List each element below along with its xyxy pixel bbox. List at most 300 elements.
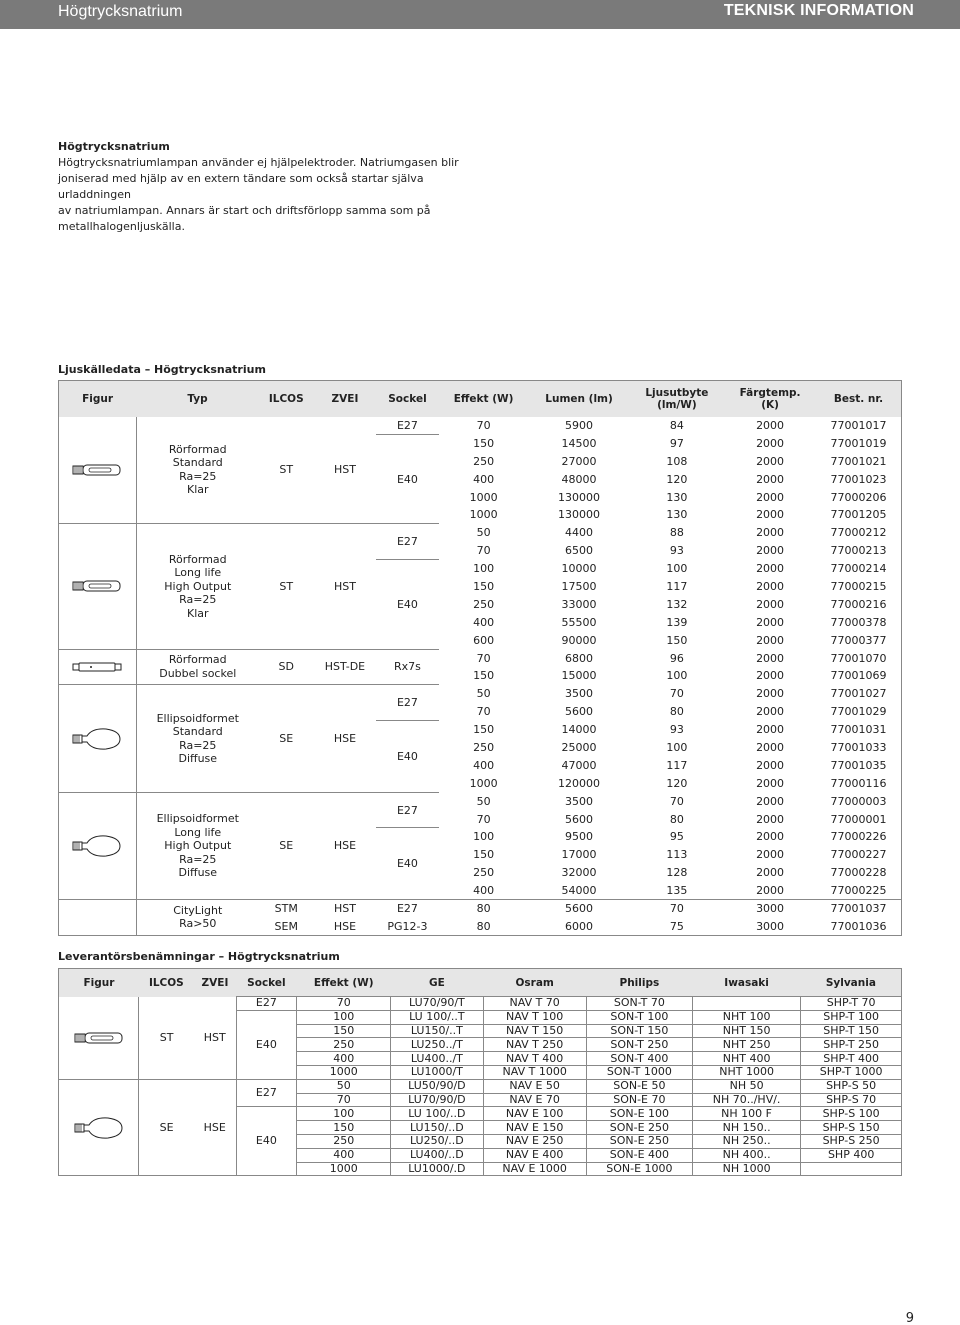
sylvania-name: SHP-T 400 [801, 1052, 902, 1066]
header-iwasaki: Iwasaki [724, 976, 769, 989]
wattage: 70 [297, 1093, 391, 1107]
lamp-type-line: Klar [186, 483, 209, 497]
intro-line: joniserad med hjälp av en extern tändare som också startar själva urladdningen [58, 172, 424, 201]
order-number: 77001069 [830, 669, 887, 683]
efficacy: 96 [669, 651, 684, 665]
lamp-type-line: CityLight [173, 903, 223, 917]
sylvania-name [801, 1162, 902, 1176]
lumen: 130000 [558, 508, 601, 522]
osram-name: NAV T 400 [483, 1052, 586, 1066]
efficacy: 93 [669, 544, 684, 558]
osram-name: NAV E 250 [483, 1134, 586, 1148]
intro-heading: Högtrycksnatrium [58, 140, 170, 153]
header-effekt: Effekt (W) [453, 392, 514, 405]
socket-type: E27 [376, 792, 438, 828]
lamp-figure [59, 900, 137, 936]
efficacy: 120 [666, 472, 688, 486]
color-temp: 2000 [756, 669, 785, 683]
color-temp: 2000 [756, 848, 785, 862]
osram-name: NAV T 70 [483, 997, 586, 1011]
table-row [59, 417, 902, 435]
philips-name: SON-E 250 [586, 1134, 692, 1148]
iwasaki-name: NHT 1000 [692, 1065, 800, 1079]
wattage: 600 [473, 633, 495, 647]
lamp-type-line: Ra=25 [179, 852, 217, 866]
lumen: 15000 [561, 669, 597, 683]
ilcos-code: SE [259, 792, 314, 899]
philips-name: SON-T 100 [586, 1010, 692, 1024]
wattage: 400 [473, 472, 495, 486]
osram-name: NAV T 150 [483, 1024, 586, 1038]
table-row [59, 1079, 902, 1093]
ilcos-code: SE [139, 1079, 194, 1176]
socket-type: E40 [376, 560, 438, 649]
lamp-type-line: Ra=25 [179, 593, 217, 607]
order-number: 77001037 [816, 900, 902, 918]
ilcos-code: STM [259, 900, 314, 918]
wattage: 400 [297, 1052, 391, 1066]
double-ended-lamp-icon [72, 661, 122, 673]
ge-name: LU1000/T [391, 1065, 483, 1079]
header-ilcos: ILCOS [268, 392, 304, 405]
table-row [59, 997, 902, 1011]
lamp-type-line: Rörformad [168, 552, 227, 566]
wattage: 80 [439, 900, 529, 918]
lumen: 14500 [561, 436, 597, 450]
sylvania-name: SHP-T 250 [801, 1038, 902, 1052]
lumen: 3500 [565, 794, 594, 808]
lamp-type-line: Long life [174, 566, 222, 580]
philips-name: SON-E 250 [586, 1121, 692, 1135]
socket-type: E27 [376, 900, 438, 918]
efficacy: 80 [669, 812, 684, 826]
efficacy: 139 [666, 615, 688, 629]
color-temp: 2000 [756, 490, 785, 504]
efficacy: 113 [666, 848, 688, 862]
color-temp: 2000 [756, 633, 785, 647]
wattage: 150 [473, 848, 495, 862]
header-typ: Typ [187, 392, 208, 405]
socket-type: Rx7s [376, 649, 438, 685]
wattage: 250 [297, 1134, 391, 1148]
wattage: 50 [476, 794, 491, 808]
wattage: 150 [297, 1024, 391, 1038]
color-temp: 2000 [756, 526, 785, 540]
ellipsoid-lamp-icon [72, 727, 122, 751]
intro-line: av natriumlampan. Annars är start och driftsförlopp samma som på [58, 204, 431, 217]
table-row [59, 649, 902, 667]
wattage: 150 [297, 1121, 391, 1135]
ge-name: LU250../T [391, 1038, 483, 1052]
lamp-figure [59, 524, 137, 649]
wattage: 100 [473, 562, 495, 576]
header-figur: Figur [83, 976, 115, 989]
zvei-code: HSE [333, 919, 357, 933]
iwasaki-name: NH 100 F [692, 1107, 800, 1121]
color-temp: 2000 [756, 794, 785, 808]
wattage: 1000 [297, 1065, 391, 1079]
color-temp: 2000 [756, 472, 785, 486]
socket-type: E27 [396, 418, 418, 432]
lumen: 5600 [565, 812, 594, 826]
lamp-figure [59, 1079, 139, 1176]
color-temp: 2000 [756, 830, 785, 844]
wattage: 70 [476, 651, 491, 665]
wattage: 400 [473, 883, 495, 897]
sylvania-name: SHP-T 1000 [801, 1065, 902, 1079]
zvei-code: HST [314, 524, 377, 649]
header-lumen: Lumen (lm) [545, 392, 613, 405]
efficacy: 97 [669, 436, 684, 450]
wattage: 1000 [469, 490, 498, 504]
wattage: 250 [473, 866, 495, 880]
tubular-lamp-icon [72, 579, 122, 593]
header-sockel: Sockel [388, 392, 427, 405]
ilcos-code: SE [259, 685, 314, 792]
ge-name: LU400../T [391, 1052, 483, 1066]
lamp-type-line: Rörformad [168, 442, 227, 456]
wattage: 70 [297, 997, 391, 1011]
order-number: 77000116 [830, 776, 887, 790]
color-temp: 2000 [756, 812, 785, 826]
lamp-type-line: Ellipsoidformet [156, 812, 239, 826]
zvei-code: HST-DE [314, 649, 377, 685]
wattage: 400 [473, 615, 495, 629]
osram-name: NAV E 100 [483, 1107, 586, 1121]
efficacy: 120 [666, 776, 688, 790]
order-number: 77000214 [830, 562, 887, 576]
lumen: 6000 [565, 919, 594, 933]
wattage: 1000 [469, 776, 498, 790]
order-number: 77000225 [830, 883, 887, 897]
zvei-code: HSE [194, 1079, 236, 1176]
philips-name: SON-E 1000 [586, 1162, 692, 1176]
lamp-type-line: Standard [172, 725, 223, 739]
lamp-type-line: Dubbel sockel [159, 666, 237, 680]
lamp-type [136, 685, 259, 792]
order-number: 77000216 [830, 597, 887, 611]
order-number: 77000001 [830, 812, 887, 826]
lamp-type [136, 417, 259, 524]
efficacy: 75 [669, 919, 684, 933]
header-section: TEKNISK INFORMATION [723, 2, 914, 19]
ilcos-code: ST [279, 463, 294, 477]
order-number: 77001019 [830, 436, 887, 450]
ellipsoid-lamp-icon [74, 1116, 124, 1140]
lumen: 9500 [565, 830, 594, 844]
color-temp: 2000 [756, 740, 785, 754]
color-temp: 2000 [756, 723, 785, 737]
lamp-type-line: Klar [186, 606, 209, 620]
ilcos-code: SEM [274, 919, 298, 933]
sylvania-name: SHP-S 100 [801, 1107, 902, 1121]
intro-line: Högtrycksnatriumlampan använder ej hjälpelektroder. Natriumgasen blir [58, 156, 459, 169]
ge-name: LU1000/.D [391, 1162, 483, 1176]
order-number: 77001205 [830, 508, 887, 522]
ge-name: LU400/..D [391, 1148, 483, 1162]
efficacy: 130 [666, 490, 688, 504]
efficacy: 95 [669, 830, 684, 844]
osram-name: NAV E 50 [483, 1079, 586, 1093]
table-row [59, 524, 902, 542]
order-number: 77001021 [830, 454, 887, 468]
ge-name: LU 100/..T [391, 1010, 483, 1024]
ge-name: LU70/90/T [391, 997, 483, 1011]
header-effekt: Effekt (W) [313, 976, 374, 989]
socket-type: E27 [236, 997, 297, 1011]
sylvania-name: SHP 400 [801, 1148, 902, 1162]
lamp-type-line: Long life [174, 825, 222, 839]
efficacy: 80 [669, 705, 684, 719]
ge-name: LU70/90/D [391, 1093, 483, 1107]
iwasaki-name: NH 50 [692, 1079, 800, 1093]
wattage: 400 [297, 1148, 391, 1162]
efficacy: 70 [669, 794, 684, 808]
header-zvei: ZVEI [331, 392, 359, 405]
efficacy: 70 [669, 687, 684, 701]
header-title: Högtrycksnatrium [58, 3, 183, 20]
lumen: 17000 [561, 848, 597, 862]
ge-name: LU 100/..D [391, 1107, 483, 1121]
order-number: 77000215 [830, 579, 887, 593]
lumen: 33000 [561, 597, 597, 611]
iwasaki-name: NHT 100 [692, 1010, 800, 1024]
header-bestnr: Best. nr. [833, 392, 884, 405]
order-number: 77001023 [830, 472, 887, 486]
lamp-type-line: Ra=25 [179, 738, 217, 752]
osram-name: NAV E 1000 [483, 1162, 586, 1176]
efficacy: 117 [666, 758, 688, 772]
lamp-type-line: Ra=25 [179, 469, 217, 483]
wattage: 250 [297, 1038, 391, 1052]
socket-type: E27 [376, 524, 438, 560]
wattage: 150 [473, 669, 495, 683]
lamp-type [136, 649, 259, 685]
color-temp: 2000 [756, 705, 785, 719]
color-temp: 2000 [756, 615, 785, 629]
wattage: 1000 [297, 1162, 391, 1176]
socket-type: E40 [376, 721, 438, 793]
color-temp: 2000 [756, 544, 785, 558]
iwasaki-name: NH 70../HV/. [692, 1093, 800, 1107]
color-temp: 2000 [756, 436, 785, 450]
order-number: 77001027 [830, 687, 887, 701]
order-number: 77000378 [830, 615, 887, 629]
sylvania-name: SHP-S 70 [801, 1093, 902, 1107]
efficacy: 84 [669, 418, 684, 432]
wattage: 100 [297, 1010, 391, 1024]
philips-name: SON-T 250 [586, 1038, 692, 1052]
wattage: 250 [473, 454, 495, 468]
lumen: 48000 [561, 472, 597, 486]
order-number: 77000003 [830, 794, 887, 808]
lumen: 25000 [561, 740, 597, 754]
order-number: 77001031 [830, 723, 887, 737]
header-osram: Osram [515, 976, 554, 989]
philips-name: SON-E 50 [586, 1079, 692, 1093]
ilcos-code: ST [259, 524, 314, 649]
header-ilcos: ILCOS [148, 976, 184, 989]
iwasaki-name: NHT 400 [692, 1052, 800, 1066]
osram-name: NAV T 100 [483, 1010, 586, 1024]
wattage: 70 [476, 812, 491, 826]
efficacy: 88 [669, 526, 684, 540]
efficacy: 108 [666, 454, 688, 468]
lamp-type [136, 524, 259, 649]
color-temp: 3000 [724, 900, 816, 918]
lumen: 55500 [561, 615, 597, 629]
color-temp: 2000 [756, 562, 785, 576]
intro-text [58, 139, 498, 235]
sylvania-name: SHP-T 70 [801, 997, 902, 1011]
order-number: 77000206 [830, 490, 887, 504]
lumen: 14000 [561, 723, 597, 737]
page-number: 9 [905, 1311, 914, 1325]
color-temp: 2000 [756, 776, 785, 790]
order-number: 77001033 [830, 740, 887, 754]
lumen: 6800 [565, 651, 594, 665]
efficacy: 128 [666, 866, 688, 880]
lamp-type-line: Rörformad [168, 653, 227, 667]
iwasaki-name [692, 997, 800, 1011]
wattage: 50 [476, 687, 491, 701]
wattage: 50 [297, 1079, 391, 1093]
lumen: 5600 [565, 705, 594, 719]
color-temp: 2000 [756, 597, 785, 611]
efficacy: 100 [666, 669, 688, 683]
sylvania-name: SHP-S 50 [801, 1079, 902, 1093]
ge-name: LU50/90/D [391, 1079, 483, 1093]
color-temp: 2000 [756, 866, 785, 880]
ge-name: LU150/..D [391, 1121, 483, 1135]
table2-title: Leverantörsbenämningar – Högtrycksnatrium [58, 950, 340, 963]
philips-name: SON-E 100 [586, 1107, 692, 1121]
wattage: 70 [476, 705, 491, 719]
osram-name: NAV T 1000 [483, 1065, 586, 1079]
socket-type: PG12-3 [387, 919, 428, 933]
lumen: 5600 [529, 900, 630, 918]
wattage: 80 [476, 919, 491, 933]
wattage: 70 [476, 418, 491, 432]
lumen: 130000 [558, 490, 601, 504]
intro-line: metallhalogenljuskälla. [58, 220, 185, 233]
zvei-code: HSE [314, 792, 377, 899]
table-row [59, 792, 902, 810]
header-fargtemp: Färgtemp. (K) [739, 386, 801, 411]
lumen: 4400 [565, 526, 594, 540]
header-ljusutbyte: Ljusutbyte (lm/W) [645, 386, 709, 411]
efficacy: 132 [666, 597, 688, 611]
iwasaki-name: NHT 250 [692, 1038, 800, 1052]
tubular-lamp-icon [74, 1031, 124, 1045]
wattage: 1000 [469, 508, 498, 522]
zvei-code: HST [203, 1030, 226, 1044]
header-sylvania: Sylvania [825, 976, 876, 989]
efficacy: 135 [666, 883, 688, 897]
philips-name: SON-E 70 [586, 1093, 692, 1107]
socket-type: E27 [376, 685, 438, 721]
order-number: 77000228 [830, 866, 887, 880]
order-number: 77001035 [830, 758, 887, 772]
lamp-type-line: High Output [164, 579, 232, 593]
osram-name: NAV T 250 [483, 1038, 586, 1052]
lumen: 17500 [561, 579, 597, 593]
lamp-figure [59, 649, 137, 685]
lamp-figure [59, 792, 137, 899]
lamp-figure [59, 685, 137, 792]
order-number: 77001070 [830, 651, 887, 665]
sylvania-name: SHP-S 250 [801, 1134, 902, 1148]
table-row [59, 900, 902, 918]
wattage: 100 [473, 830, 495, 844]
supplier-names-table [58, 968, 902, 1176]
header-sockel: Sockel [247, 976, 286, 989]
efficacy: 150 [666, 633, 688, 647]
lamp-type-line: Ellipsoidformet [156, 711, 239, 725]
light-source-table [58, 380, 902, 936]
ellipsoid-lamp-icon [72, 834, 122, 858]
color-temp: 2000 [756, 758, 785, 772]
table-row [59, 685, 902, 703]
zvei-code: HST [314, 900, 377, 918]
order-number: 77000377 [830, 633, 887, 647]
wattage: 150 [473, 436, 495, 450]
lamp-type-line: Standard [172, 456, 223, 470]
socket-type: E27 [236, 1079, 297, 1107]
lumen: 10000 [561, 562, 597, 576]
order-number: 77001029 [830, 705, 887, 719]
osram-name: NAV E 400 [483, 1148, 586, 1162]
lumen: 27000 [561, 454, 597, 468]
iwasaki-name: NH 250.. [692, 1134, 800, 1148]
color-temp: 2000 [756, 454, 785, 468]
osram-name: NAV E 70 [483, 1093, 586, 1107]
lumen: 32000 [561, 866, 597, 880]
zvei-code: HST [333, 463, 356, 477]
header-figur: Figur [82, 392, 114, 405]
lumen: 90000 [561, 633, 597, 647]
efficacy: 70 [630, 900, 725, 918]
order-number: 77000226 [830, 830, 887, 844]
wattage: 400 [473, 758, 495, 772]
order-number: 77000212 [830, 526, 887, 540]
lamp-type-line: Diffuse [178, 866, 218, 880]
socket-type: E40 [376, 828, 438, 900]
efficacy: 93 [669, 723, 684, 737]
philips-name: SON-T 150 [586, 1024, 692, 1038]
order-number: 77001036 [830, 919, 887, 933]
lumen: 6500 [565, 544, 594, 558]
table1-title: Ljuskälledata – Högtrycksnatrium [58, 363, 266, 376]
osram-name: NAV E 150 [483, 1121, 586, 1135]
color-temp: 2000 [756, 508, 785, 522]
ilcos-code: SD [259, 649, 314, 685]
order-number: 77000227 [830, 848, 887, 862]
sylvania-name: SHP-T 150 [801, 1024, 902, 1038]
lumen: 5900 [565, 418, 594, 432]
lumen: 47000 [561, 758, 597, 772]
header-ge: GE [428, 976, 445, 989]
socket-type: E40 [376, 434, 438, 523]
lamp-figure [59, 417, 137, 524]
efficacy: 117 [666, 579, 688, 593]
efficacy: 100 [666, 740, 688, 754]
color-temp: 2000 [756, 651, 785, 665]
philips-name: SON-E 400 [586, 1148, 692, 1162]
zvei-code: HSE [314, 685, 377, 792]
header-zvei: ZVEI [201, 976, 229, 989]
wattage: 50 [476, 526, 491, 540]
